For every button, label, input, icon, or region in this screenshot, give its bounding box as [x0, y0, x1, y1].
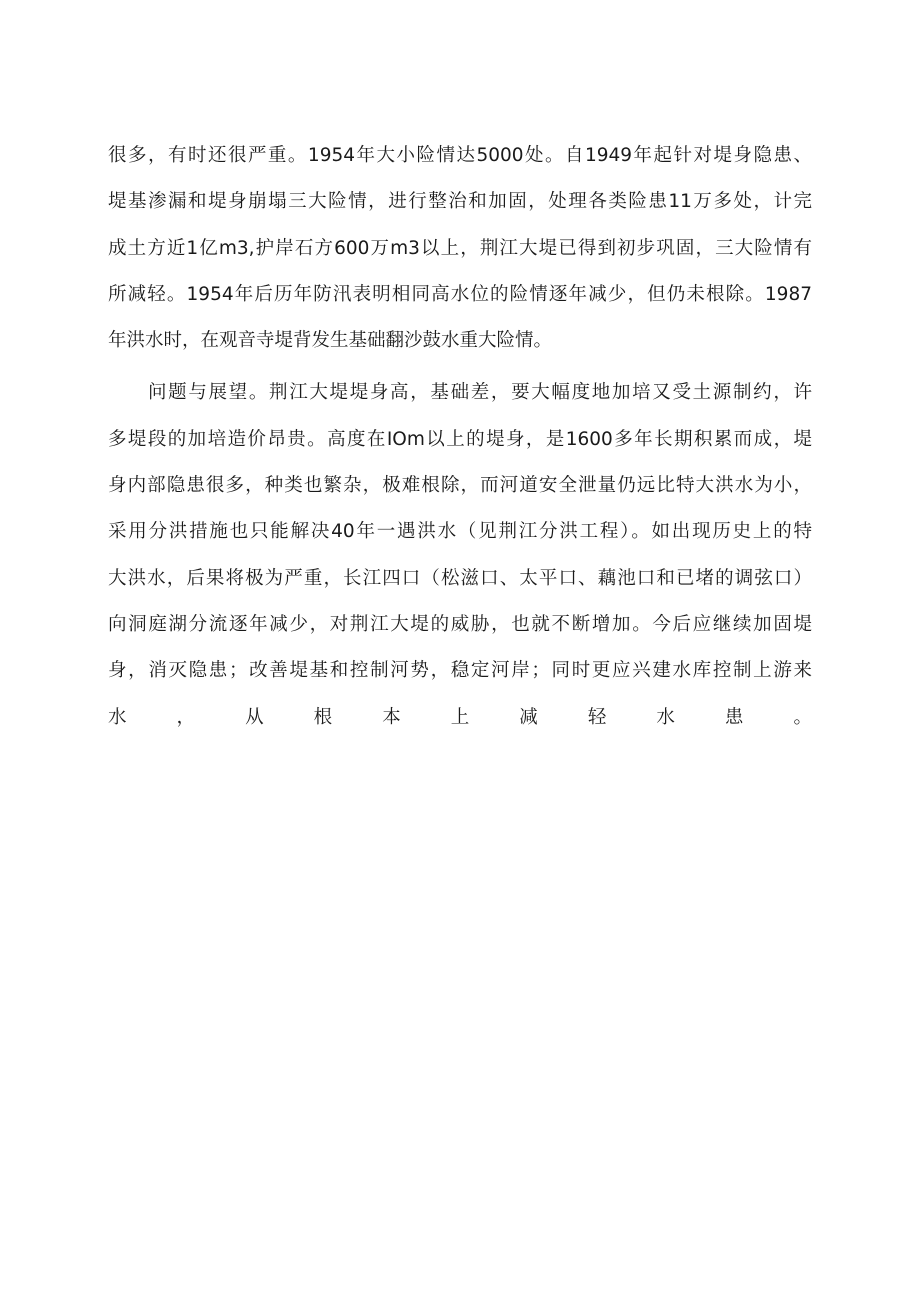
paragraph-line: 很多，有时还很严重。1954年大小险情达5000处。自1949年起针对堤身隐患、 — [108, 145, 812, 166]
paragraph-line: 采用分洪措施也只能解决40年一遇洪水（见荆江分洪工程）。如出现历史上的特 — [108, 521, 812, 543]
paragraph-2 — [108, 370, 812, 787]
paragraph-line: 多堤段的加培造价昂贵。高度在IOm以上的堤身，是1600多年长期积累而成，堤 — [108, 428, 812, 450]
paragraph-line: 成土方近1亿m3,护岸石方600万m3以上，荆江大堤已得到初步巩固，三大险情有 — [108, 237, 812, 259]
paragraph-line: 向洞庭湖分流逐年减少，对荆江大堤的威胁，也就不断增加。今后应继续加固堤 — [108, 613, 812, 635]
paragraph-1 — [108, 133, 812, 364]
paragraph-line: 身内部隐患很多，种类也繁杂，极难根除，而河道安全泄量仍远比特大洪水为小， — [108, 475, 812, 497]
paragraph-line: 大洪水，后果将极为严重，长江四口（松滋口、太平口、藕池口和已堵的调弦口） — [108, 567, 812, 589]
paragraph-line — [108, 741, 812, 787]
paragraph-line: 所减轻。1954年后历年防汛表明相同高水位的险情逐年减少，但仍未根除。1987 — [108, 283, 812, 305]
paragraph-line: 问题与展望。荆江大堤堤身高，基础差，要大幅度地加培又受土源制约，许 — [148, 382, 812, 404]
paragraph-line: 堤基渗漏和堤身崩塌三大险情，进行整治和加固，处理各类险患11万多处，计完 — [108, 191, 812, 213]
paragraph-line: 水，从根本上减轻水患。 — [108, 706, 812, 728]
paragraph-line: 年洪水时，在观音寺堤背发生基础翻沙鼓水重大险情。 — [108, 330, 553, 352]
document-body — [108, 133, 812, 787]
paragraph-line: 身，消灭隐患；改善堤基和控制河势，稳定河岸；同时更应兴建水库控制上游来 — [108, 660, 812, 682]
